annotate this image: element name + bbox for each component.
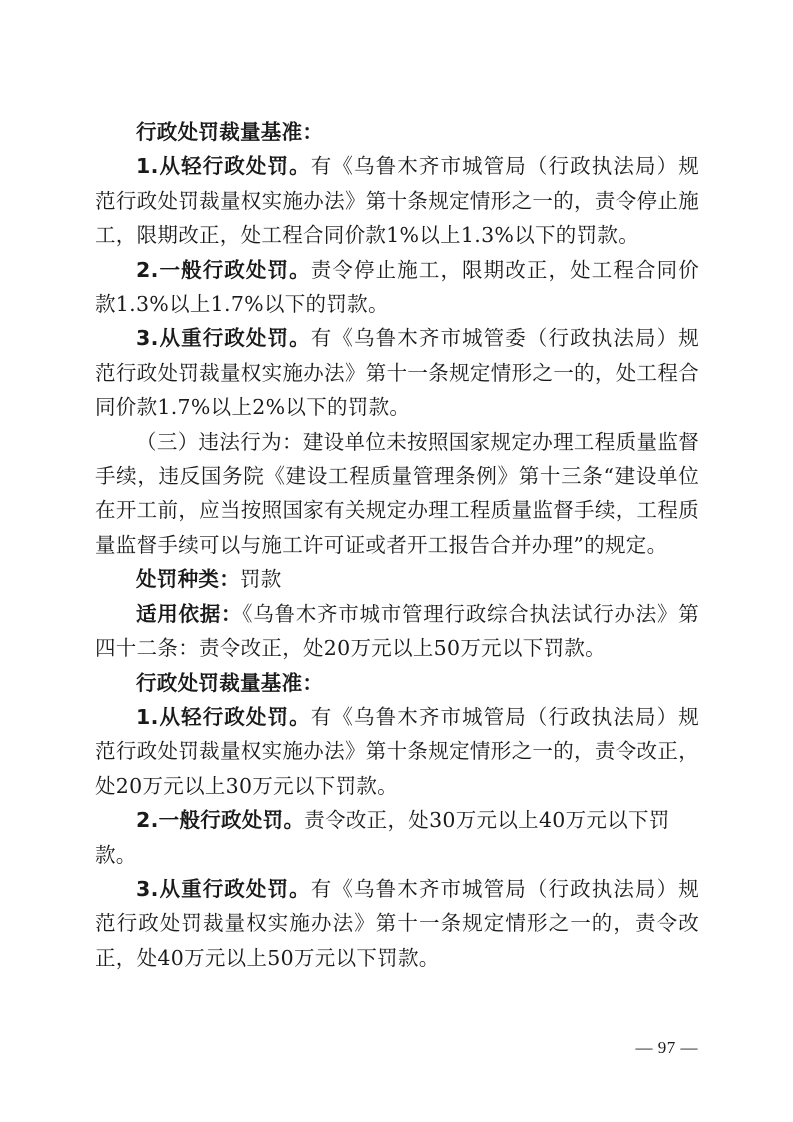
paragraph-text: 有《乌鲁木齐市城管局（行政执法局）规范行政处罚裁量权实施办法》第十一条规定情形之一的，责令改正，处40万元以上50万元以下罚款。 <box>95 876 699 970</box>
paragraph-lenient-penalty-2 <box>95 700 699 803</box>
heading-label: 1.从轻行政处罚。 <box>136 704 311 729</box>
paragraph-legal-basis <box>95 597 699 666</box>
heading-label: 适用依据： <box>136 601 243 626</box>
document-body <box>95 115 699 975</box>
paragraph-text: 有《乌鲁木齐市城管委（行政执法局）规范行政处罚裁量权实施办法》第十一条规定情形之一的，处工程合同价款1.7%以上2%以下的罚款。 <box>95 326 699 420</box>
paragraph-text: 有《乌鲁木齐市城管局（行政执法局）规范行政处罚裁量权实施办法》第十条规定情形之一的，责令停止施工，限期改正，处工程合同价款1%以上1.3%以下的罚款。 <box>95 154 699 248</box>
page-number: — 97 — <box>635 1038 698 1057</box>
heading-label: 2.一般行政处罚。 <box>136 808 305 833</box>
heading-label: 1.从轻行政处罚。 <box>136 154 311 179</box>
heading-label: 3.从重行政处罚。 <box>136 876 311 901</box>
heading-label: 行政处罚裁量基准： <box>136 670 324 695</box>
paragraph-violation-3 <box>95 425 699 563</box>
paragraph-text: 罚款 <box>240 567 282 592</box>
paragraph-text: 《乌鲁木齐市城市管理行政综合执法试行办法》第四十二条：责令改正，处20万元以上50万元以下罚款。 <box>95 601 700 661</box>
paragraph-text: 责令改正，处30万元以上40万元以下罚款。 <box>95 808 670 867</box>
paragraph-text: （三）违法行为：建设单位未按照国家规定办理工程质量监督手续，违反国务院《建设工程质量管理条例》第十三条“建设单位在开工前，应当按照国家有关规定办理工程质量监督手续，工程质量监督手续可以与施工许可证或者开工报告合并办理”的规定。 <box>95 429 699 557</box>
heading-label: 2.一般行政处罚。 <box>136 257 311 282</box>
paragraph-discretion-heading-1 <box>95 115 699 149</box>
paragraph-text: 责令停止施工，限期改正，处工程合同价款1.3%以上1.7%以下的罚款。 <box>95 257 699 317</box>
heading-label: 处罚种类： <box>136 567 240 592</box>
paragraph-lenient-penalty-1 <box>95 149 699 252</box>
heading-label: 3.从重行政处罚。 <box>136 326 311 351</box>
paragraph-general-penalty-2 <box>95 803 699 872</box>
paragraph-severe-penalty-2 <box>95 872 699 975</box>
paragraph-text: 有《乌鲁木齐市城管局（行政执法局）规范行政处罚裁量权实施办法》第十条规定情形之一的，责令改正，处20万元以上30万元以下罚款。 <box>95 704 699 798</box>
paragraph-severe-penalty-1 <box>95 321 699 424</box>
paragraph-discretion-heading-2 <box>95 666 699 700</box>
heading-label: 行政处罚裁量基准： <box>136 120 324 144</box>
paragraph-general-penalty-1 <box>95 253 699 322</box>
paragraph-penalty-type <box>95 562 699 596</box>
